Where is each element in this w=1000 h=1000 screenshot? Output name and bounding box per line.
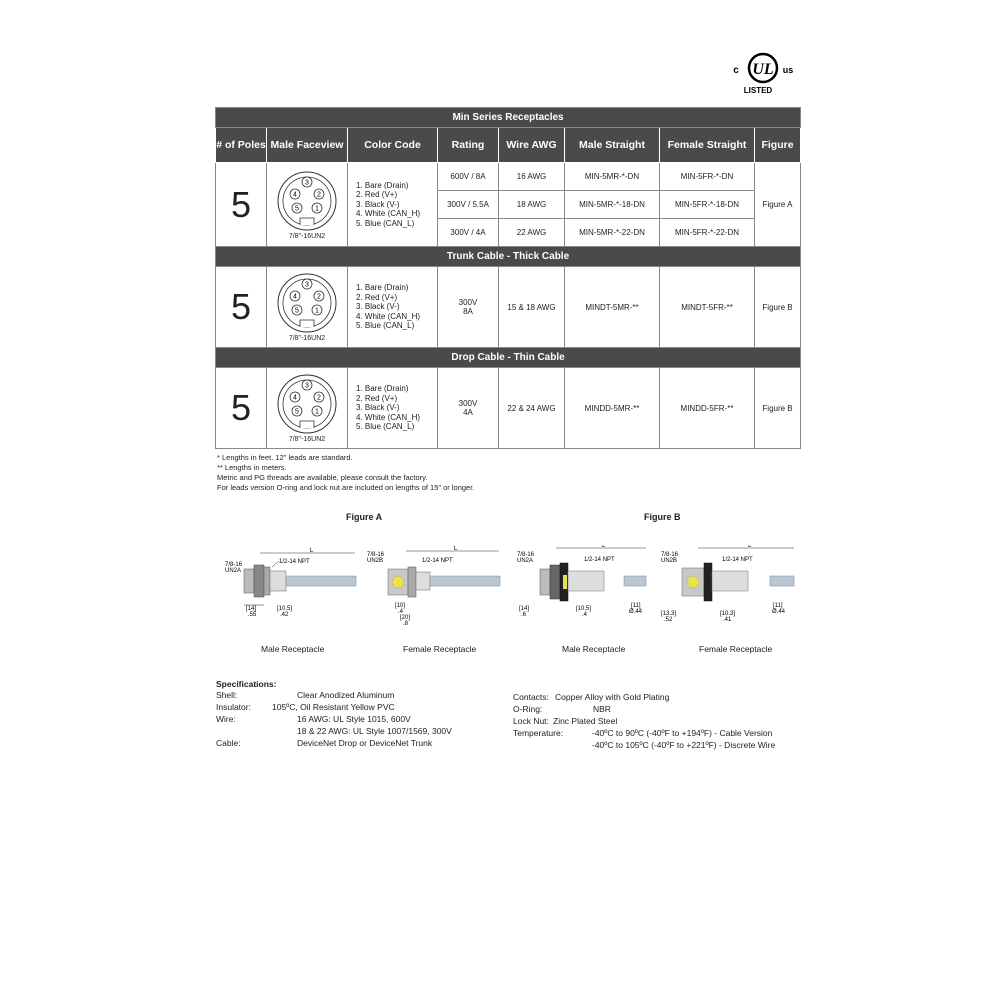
caption-fig-a-male: Male Receptacle [261, 644, 325, 654]
figure-a-female-drawing [366, 545, 506, 630]
figure-a-male-drawing [222, 545, 362, 630]
rating-cell: 300V / 5.5A [438, 191, 499, 219]
dim-2: [10.3] [720, 611, 736, 617]
color-code-item: 3. Black (V-) [356, 403, 400, 413]
awg-cell: 15 & 18 AWG [499, 267, 565, 348]
pin-label: 2 [317, 191, 321, 198]
female-part-cell: MINDD-5FR-** [660, 368, 755, 449]
spec-label: Temperature: [513, 728, 564, 738]
header-wire-awg: Wire AWG [499, 128, 565, 163]
male-part-cell: MINDD-5MR-** [565, 368, 660, 449]
npt-label: 1/2-14 NPT [722, 557, 753, 563]
connector-faceview-icon [276, 373, 338, 435]
pin-label: 1 [315, 408, 319, 416]
section-title-drop: Drop Cable - Thin Cable [216, 348, 801, 368]
color-code-item: 1. Bare (Drain) [356, 180, 409, 190]
pin-label: 4 [293, 293, 297, 301]
pin-label: 2 [317, 394, 321, 402]
npt-label: 1/2-14 NPT [279, 559, 310, 565]
female-part-cell: MIN-5FR-*-DN [660, 163, 755, 191]
male-faceview [267, 267, 348, 348]
thread-label: 7/8-16 [367, 552, 385, 558]
spec-label: Lock Nut: [513, 716, 549, 726]
color-code-item: 4. White (CAN_H) [356, 209, 421, 219]
section-title-trunk: Trunk Cable - Thick Cable [216, 247, 801, 267]
male-part-cell: MINDT-5MR-** [565, 267, 660, 348]
awg-cell: 18 AWG [499, 191, 565, 219]
header-poles: # of Poles [216, 128, 267, 163]
spec-value: Zinc Plated Steel [553, 716, 618, 726]
connector-faceview-icon [276, 272, 338, 334]
thread-spec: 7/8"-16UN2 [288, 436, 326, 443]
dim-3b: Ø.44 [772, 609, 786, 615]
color-code-list [348, 267, 438, 348]
specifications [216, 678, 796, 758]
dim-2b: .42 [280, 612, 289, 618]
rating-cell [438, 368, 499, 449]
color-code-item: 5. Blue (CAN_L) [356, 422, 415, 432]
figure-b-male-drawing [516, 545, 656, 630]
male-part-cell: MIN-5MR-*-22-DN [565, 219, 660, 247]
spec-label: Shell: [216, 690, 238, 700]
rating-current: 8A [463, 307, 473, 316]
note-line: For leads version O-ring and lock nut are included on lengths of 15" or longer. [217, 483, 475, 492]
figure-cell: Figure B [755, 267, 801, 348]
caption-fig-a-female: Female Receptacle [403, 644, 477, 654]
dim-2b: .4 [582, 612, 588, 618]
spec-value: Copper Alloy with Gold Plating [555, 692, 670, 702]
pin-label: 3 [305, 382, 309, 390]
spec-label: Contacts: [513, 692, 549, 702]
c-text: c [733, 65, 739, 76]
dim-1: [13.3] [661, 611, 677, 617]
length-label: L [602, 545, 606, 549]
spec-label: Cable: [216, 738, 241, 748]
pin-label: 4 [293, 191, 297, 198]
thread-spec: 7/8"-16UN2 [288, 335, 326, 342]
pin-label: 5 [295, 307, 299, 315]
spec-value: Clear Anodized Aluminum [297, 690, 395, 700]
color-code-item: 4. White (CAN_H) [356, 311, 421, 321]
connector-faceview-icon [276, 170, 338, 232]
dim-2: [10.5] [576, 606, 592, 612]
male-part-cell: MIN-5MR-*-18-DN [565, 191, 660, 219]
color-code-item: 2. Red (V+) [356, 190, 398, 200]
table-notes [217, 453, 474, 493]
male-part-cell: MIN-5MR-*-DN [565, 163, 660, 191]
female-part-cell: MIN-5FR-*-18-DN [660, 191, 755, 219]
color-code-item: 5. Blue (CAN_L) [356, 218, 415, 228]
poles-value: 5 [216, 267, 267, 348]
pin-label: 3 [305, 281, 309, 289]
header-faceview: Male Faceview [267, 128, 348, 163]
note-line: * Lengths in feet. 12" leads are standard. [217, 453, 353, 462]
rating-current: 4A [463, 408, 473, 417]
spec-value: -40ºC to 90ºC (-40ºF to +194ºF) - Cable Version [592, 728, 773, 738]
rating-cell: 300V / 4A [438, 219, 499, 247]
dim-1: [14] [246, 606, 257, 612]
note-line: ** Lengths in meters. [217, 463, 287, 472]
spec-label: Insulator: [216, 702, 251, 712]
spec-value: 105ºC, Oil Resistant Yellow PVC [272, 702, 395, 712]
spec-label: O-Ring: [513, 704, 543, 714]
pin-label: 1 [315, 205, 319, 212]
color-code-item: 5. Blue (CAN_L) [356, 321, 415, 331]
awg-cell: 16 AWG [499, 163, 565, 191]
header-female-straight: Female Straight [660, 128, 755, 163]
header-male-straight: Male Straight [565, 128, 660, 163]
ul-listed-logo [728, 48, 798, 98]
thread-label-2: UN2B [367, 558, 384, 564]
pin-label: 1 [315, 307, 319, 315]
caption-fig-b-female: Female Receptacle [699, 644, 773, 654]
dim-1: [14] [519, 606, 530, 612]
spec-value: DeviceNet Drop or DeviceNet Trunk [297, 738, 433, 748]
dim-1b: .55 [248, 612, 257, 618]
caption-fig-b-male: Male Receptacle [562, 644, 626, 654]
header-color-code: Color Code [348, 128, 438, 163]
thread-label-2: UN2B [661, 558, 678, 564]
spec-value: 18 & 22 AWG: UL Style 1007/1569, 300V [297, 726, 452, 736]
color-code-item: 3. Black (V-) [356, 302, 400, 312]
color-code-item: 1. Bare (Drain) [356, 283, 409, 293]
length-label: L [310, 548, 314, 554]
dim-1b: .4 [398, 609, 404, 615]
pin-label: 5 [295, 205, 299, 212]
ul-text: UL [752, 61, 774, 78]
male-faceview [267, 163, 348, 247]
thread-label-2: UN2A [517, 558, 534, 564]
rating-cell [438, 267, 499, 348]
color-code-item: 2. Red (V+) [356, 393, 398, 403]
npt-label: 1/2-14 NPT [584, 557, 615, 563]
pin-label: 3 [305, 179, 309, 186]
header-figure: Figure [755, 128, 801, 163]
figure-cell: Figure B [755, 368, 801, 449]
spec-value: 16 AWG: UL Style 1015, 600V [297, 714, 411, 724]
thread-spec: 7/8"-16UN2 [288, 232, 326, 240]
dim-2b: .8 [403, 621, 409, 625]
dim-2: [20] [400, 615, 411, 621]
receptacle-table [215, 107, 801, 449]
pin-label: 2 [317, 293, 321, 301]
spec-value: -40ºC to 105ºC (-40ºF to +221ºF) - Discrete Wire [592, 740, 776, 750]
figure-b-female-drawing [660, 545, 800, 630]
length-label: L [748, 545, 752, 549]
poles-value: 5 [216, 163, 267, 247]
dim-1b: .6 [521, 612, 527, 618]
listed-text: LISTED [743, 86, 773, 95]
thread-label-2: UN2A [225, 568, 242, 574]
dim-1: [10] [395, 603, 406, 609]
male-faceview [267, 368, 348, 449]
female-part-cell: MIN-5FR-*-22-DN [660, 219, 755, 247]
dim-3: [11] [773, 603, 783, 609]
dim-3b: Ø.44 [629, 609, 643, 615]
color-code-item: 1. Bare (Drain) [356, 384, 409, 394]
dim-1b: .52 [664, 617, 673, 623]
thread-label: 7/8-16 [661, 552, 679, 558]
color-code-list [348, 163, 438, 247]
header-rating: Rating [438, 128, 499, 163]
dim-3: [11] [631, 603, 641, 609]
rating-cell: 600V / 8A [438, 163, 499, 191]
rating-voltage: 300V [458, 399, 478, 408]
rating-voltage: 300V [458, 298, 478, 307]
poles-value: 5 [216, 368, 267, 449]
table-title: Min Series Receptacles [216, 108, 801, 128]
pin-label: 5 [295, 408, 299, 416]
specs-title: Specifications: [216, 679, 277, 689]
pin-label: 4 [293, 394, 297, 402]
spec-value: NBR [593, 704, 611, 714]
thread-label: 7/8-16 [225, 562, 243, 568]
female-part-cell: MINDT-5FR-** [660, 267, 755, 348]
note-line: Metric and PG threads are available, please consult the factory. [217, 473, 428, 482]
color-code-list [348, 368, 438, 449]
figure-cell: Figure A [755, 163, 801, 247]
awg-cell: 22 AWG [499, 219, 565, 247]
npt-label: 1/2-14 NPT [422, 558, 453, 564]
thread-label: 7/8-16 [517, 552, 535, 558]
figure-a-title: Figure A [346, 512, 383, 522]
length-label: L [454, 546, 458, 552]
figure-b-title: Figure B [644, 512, 681, 522]
spec-label: Wire: [216, 714, 236, 724]
color-code-item: 4. White (CAN_H) [356, 412, 421, 422]
awg-cell: 22 & 24 AWG [499, 368, 565, 449]
dim-2b: .41 [723, 617, 732, 623]
color-code-item: 3. Black (V-) [356, 199, 400, 209]
dim-2: [10.5] [277, 606, 293, 612]
color-code-item: 2. Red (V+) [356, 292, 398, 302]
us-text: us [782, 65, 794, 75]
